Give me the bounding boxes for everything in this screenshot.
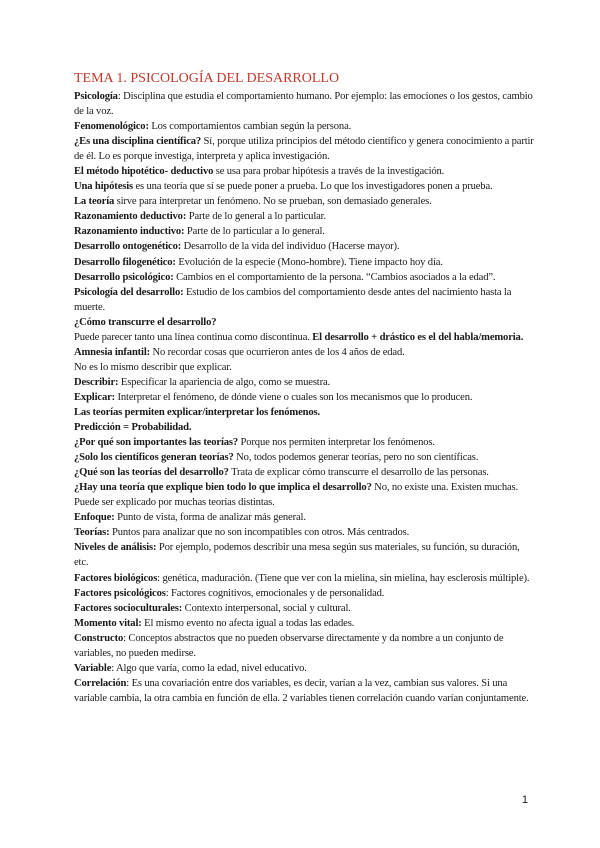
paragraph-def-desarrollo-psicologico [74, 270, 536, 285]
paragraph-note-prediccion [74, 420, 536, 435]
bold-term: Psicología del desarrollo: [74, 286, 184, 298]
paragraph-q-solo-cientificos [74, 450, 536, 465]
paragraph-def-amnesia-infantil [74, 345, 536, 360]
bold-term: ¿Solo los científicos generan teorías? [74, 452, 234, 464]
paragraph-def-hipotesis [74, 179, 536, 194]
paragraph-q-teorias-desarrollo [74, 465, 536, 480]
bold-term: Amnesia infantil: [74, 346, 151, 358]
bold-term: Predicción = Probabilidad. [74, 422, 192, 434]
paragraph-q-importantes-teorias [74, 435, 536, 450]
bold-term: Las teorías permiten explicar/interpretar los fenómenos. [74, 406, 321, 418]
paragraph-def-variable [74, 661, 536, 676]
paragraph-note-describir [74, 360, 536, 375]
paragraph-def-razonamiento-inductivo [74, 224, 536, 239]
body-text: : Conceptos abstractos que no pueden observarse directamente y da nombre a un conjunto de variables, no pueden medirse. [74, 632, 504, 659]
bold-term: Factores socioculturales: [74, 602, 183, 614]
bold-term: Desarrollo psicológico: [74, 271, 174, 283]
paragraph-def-metodo-hipotetico [74, 164, 536, 179]
bold-term: ¿Hay una teoría que explique bien todo lo que implica el desarrollo? [74, 482, 372, 494]
body-text: Estudio de los cambios del comportamiento desde antes del nacimiento hasta la muerte. [74, 286, 512, 313]
paragraph-def-explicar [74, 390, 536, 405]
body-text: : genética, maduración. (Tiene que ver con la mielina, sin mielina, hay esclerosis múltiple). [157, 572, 530, 584]
paragraph-def-psicologia-desarrollo [74, 285, 536, 315]
paragraph-q-teoria-todo [74, 480, 536, 510]
paragraph-def-momento-vital [74, 616, 536, 631]
paragraph-def-factores-psicologicos [74, 586, 536, 601]
body-text: No es lo mismo describir que explicar. [74, 361, 232, 373]
bold-term: Explicar: [74, 391, 116, 403]
body-text: se usa para probar hipótesis a través de la investigación. [213, 166, 445, 178]
body-text: Los comportamientos cambian según la persona. [148, 121, 352, 133]
bold-term: Constructo [74, 632, 124, 644]
body-text: Trata de explicar cómo transcurre el desarrollo de las personas. [228, 467, 489, 479]
bold-term: Niveles de análisis: [74, 542, 157, 554]
body-text: Desarrollo de la vida del individuo (Hacerse mayor). [181, 241, 400, 253]
paragraph-def-disciplina-cientifica [74, 134, 536, 164]
bold-term: Desarrollo ontogenético: [74, 241, 182, 253]
bold-term: ¿Por qué son importantes las teorías? [74, 437, 239, 449]
paragraph-def-razonamiento-deductivo [74, 209, 536, 224]
body-text: sirve para interpretar un fenómeno. No se prueban, son demasiado generales. [114, 196, 432, 208]
body-text: Evolución de la especie (Mono-hombre). Tiene impacto hoy día. [175, 256, 443, 268]
bold-term: Razonamiento deductivo: [74, 211, 187, 223]
paragraph-def-factores-socioculturales [74, 601, 536, 616]
body-text: Cambios en el comportamiento de la persona. “Cambios asociados a la edad”. [173, 271, 496, 283]
bold-term: El desarrollo + drástico es el del habla/memoria. [312, 331, 524, 343]
page-number: 1 [521, 794, 528, 806]
paragraph-def-fenomenologico [74, 119, 536, 134]
body-text: Parte de lo particular a lo general. [184, 226, 325, 238]
body-text: Sí, porque utiliza principios del método científico y genera conocimiento a partir de él. Lo es porque investiga, interpreta y aplica investigación. [74, 136, 534, 163]
bold-term: Momento vital: [74, 617, 142, 629]
bold-term: Una hipótesis [74, 181, 133, 193]
bold-term: Razonamiento inductivo: [74, 226, 185, 238]
paragraph-def-factores-biologicos [74, 571, 536, 586]
bold-term: Fenomenológico: [74, 121, 149, 133]
body-text: : Algo que varía, como la edad, nivel educativo. [111, 662, 307, 674]
bold-term: Teorías: [74, 527, 110, 539]
bold-term: Variable [74, 662, 112, 674]
bold-term: ¿Es una disciplina científica? [74, 136, 202, 148]
bold-term: Factores psicológicos [74, 587, 166, 599]
bold-term: El método hipotético- deductivo [74, 166, 214, 178]
body-text: Especificar la apariencia de algo, como se muestra. [118, 376, 331, 388]
paragraph-def-niveles-analisis [74, 540, 536, 570]
paragraph-def-desarrollo-filogenetico [74, 255, 536, 270]
document-body [74, 70, 536, 706]
body-text: : Es una covariación entre dos variables, es decir, varían a la vez, cambian sus valores. Si una variable cambia, la otra cambia en función de ella. 2 variables tienen correlación cuando varían conjuntamente. [74, 677, 529, 704]
bold-term: Psicología [74, 91, 118, 102]
paragraph-q-como-transcurre [74, 315, 536, 330]
body-text: : Disciplina que estudia el comportamiento humano. Por ejemplo: las emociones o los gestos, cambio de la voz. [74, 91, 533, 118]
bold-term: ¿Qué son las teorías del desarrollo? [74, 467, 229, 479]
paragraph-def-psicologia [74, 89, 536, 119]
paragraph-def-enfoque [74, 510, 536, 525]
body-text: El mismo evento no afecta igual a todas las edades. [141, 617, 355, 629]
bold-term: Desarrollo filogenético: [74, 256, 176, 268]
paragraph-def-teoria [74, 194, 536, 209]
paragraph-def-constructo [74, 631, 536, 661]
paragraph-a-como-transcurre [74, 330, 536, 345]
body-text: Punto de vista, forma de analizar más general. [114, 512, 306, 524]
bold-term: Correlación [74, 677, 127, 689]
body-text: Interpretar el fenómeno, de dónde viene o cuales son los mecanismos que lo producen. [115, 391, 473, 403]
bold-term: ¿Cómo transcurre el desarrollo? [74, 316, 217, 328]
bold-term: Describir: [74, 376, 119, 388]
paragraph-def-desarrollo-ontogenetico [74, 239, 536, 254]
body-text: No, todos podemos generar teorías, pero no son científicas. [233, 452, 479, 464]
body-text: Contexto interpersonal, social y cultural. [182, 602, 351, 614]
paragraph-list [74, 89, 536, 706]
body-text: Puede parecer tanto una línea continua como discontinua. [74, 331, 313, 343]
body-text: Porque nos permiten interpretar los fenómenos. [238, 437, 435, 449]
document-title: TEMA 1. PSICOLOGÍA DEL DESARROLLO [74, 71, 340, 86]
body-text: es una teoría que sí se puede poner a prueba. Lo que los investigadores ponen a prueba. [132, 181, 493, 193]
paragraph-note-teorias-permiten [74, 405, 536, 420]
body-text: No recordar cosas que ocurrieron antes de los 4 años de edad. [150, 346, 405, 358]
bold-term: Factores biológicos [74, 572, 158, 584]
body-text: Por ejemplo, podemos describir una mesa según sus materiales, su función, su duración, etc. [74, 542, 520, 569]
body-text: Parte de lo general a lo particular. [186, 211, 326, 223]
body-text: : Factores cognitivos, emocionales y de personalidad. [165, 587, 385, 599]
paragraph-def-describir [74, 375, 536, 390]
body-text: Puntos para analizar que no son incompatibles con otros. Más centrados. [109, 527, 410, 539]
bold-term: Enfoque: [74, 512, 115, 524]
paragraph-def-teorias [74, 525, 536, 540]
paragraph-def-correlacion [74, 676, 536, 706]
body-text: No, no existe una. Existen muchas. Puede ser explicado por muchas teorías distintas. [74, 482, 519, 509]
bold-term: La teoría [74, 196, 115, 208]
